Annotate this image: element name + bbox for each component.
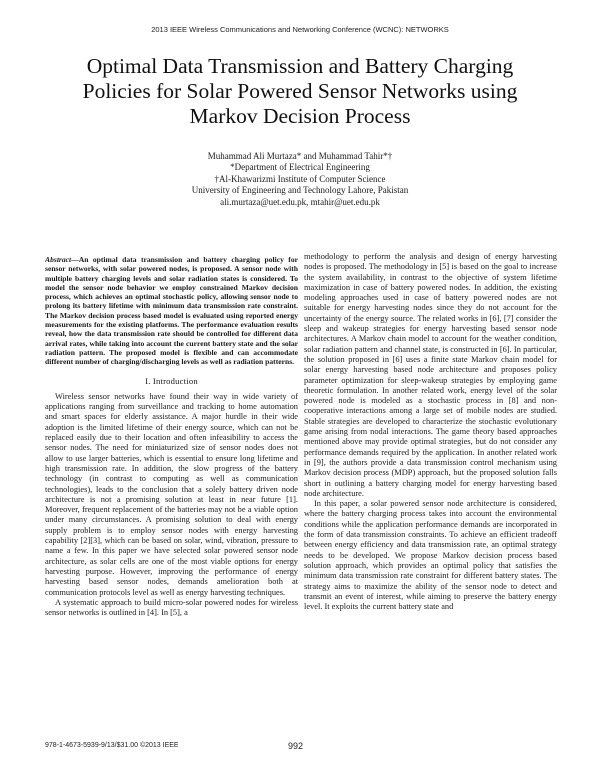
affiliation-3: University of Engineering and Technology Lahore, Pakistan [191, 185, 409, 196]
page-number: 992 [288, 741, 304, 751]
title-line-2: Policies for Solar Powered Sensor Networks using [82, 79, 518, 103]
abstract-text: —An optimal data transmission and battery charging policy for sensor networks, with solar powered nodes, is proposed. A sensor node with multiple battery charging levels and solar radiation states is considered. To model the sensor node behavior we employ constrained Markov decision process, which achieves an optimal stochastic policy, allowing sensor node to prolong its battery lifetime with minimum data transmission rate constraint. The Markov decision process based model is evaluated using reported energy measurements for the existing platforms. The performance evaluation results reveal, how the data transmission rate should be controlled for different data arrival rates, while taking into account the current battery state and the solar radiation pattern. The proposed model is flexible and can accommodate different number of charging/discharging levels as well as radiation patterns. [45, 255, 298, 367]
intro-paragraph-2: A systematic approach to build micro-solar powered nodes for wireless sensor networks is outlined in [4]. In [5], a [45, 597, 298, 618]
intro-paragraph-4: In this paper, a solar powered sensor node architecture is considered, where the battery charging process takes into account the environmental conditions while the application performance demands are incorporated in the form of data transmission constraints. To achieve an efficient tradeoff between energy efficiency and data transmission rate, an optimal strategy needs to be developed. We propose Markov decision process based solution approach, which provides an optimal policy that satisfies the minimum data transmission rate constraint for different battery states. The strategy aims to maximize the ability of the sensor node to detect and transmit an event of interest, while aiming to preserve the battery energy level. It exploits the current battery state and [304, 499, 557, 612]
affiliation-2: †Al-Khawarizmi Institute of Computer Science [214, 173, 386, 184]
author-emails: ali.murtaza@uet.edu.pk, mtahir@uet.edu.pk [220, 196, 380, 207]
title-line-3: Markov Decision Process [189, 104, 411, 128]
author-names: Muhammad Ali Murtaza* and Muhammad Tahir*† [207, 151, 393, 161]
paper-title [40, 54, 560, 129]
section-heading-introduction: I. Introduction [145, 375, 198, 386]
footer-isbn: 978-1-4673-5939-9/13/$31.00 ©2013 IEEE [45, 742, 179, 749]
abstract-label: Abstract [45, 255, 72, 264]
left-column [45, 255, 298, 618]
abstract [45, 255, 298, 367]
intro-paragraph-3: methodology to perform the analysis and design of energy harvesting nodes is proposed. The methodology in [5] is based on the goal to increase the system availability, in contrast to the objective of system lifetime maximization in case of battery powered nodes. In addition, the existing modeling approaches used in case of battery powered nodes are not suitable for energy harvesting nodes since they do not account for the uncertainty of the energy source. The related works in [6], [7] consider the sleep and wakeup strategies for energy harvesting based sensor node architectures. A Markov chain model to account for the weather condition, solar radiation pattern and channel state, is constructed in [6]. In particular, the solution proposed in [6] uses a finite state Markov chain model for solar energy harvesting based node architecture and proposes policy parameter optimization for sleep-wakeup strategies by employing game theoretic formulation. In another related work, energy level of the solar powered node is modeled as a stochastic process in [8] and non-cooperative interactions among a large set of mobile nodes are studied. Stable strategies are developed to characterize the stochastic evolutionary game arising from nodal interactions. The game theory based approaches mentioned above may provide optimal strategies, but do not consider any performance demands required by the application. In another related work in [9], the authors provide a data transmission control mechanism using Markov decision process (MDP) approach, but the proposed solution falls short in outlining a battery charging model for energy harvesting based node architecture. [304, 252, 557, 498]
author-block [120, 151, 480, 208]
intro-paragraph-1: Wireless sensor networks have found their way in wide variety of applications ranging from surveillance and tracking to home automation and smart spaces for elderly assistance. A major hurdle in their wide adoption is the limited lifetime of their energy source, which can not be replaced easily due to their location and often infeasibility to access the sensor nodes. The need for miniaturized size of sensor nodes does not allow to use larger batteries, which is essential to ensure long lifetime and high transmission rate. In addition, the slow progress of the battery technology (in contrast to computing as well as communication technologies), leads to the conclusion that a solely battery driven node architecture is not a promising solution at least in near future [1]. Moreover, frequent replacement of the batteries may not be a viable option under many circumstances. A promising solution to deal with energy supply problem is to employ sensor nodes with energy harvesting capability [2][3], which can be based on solar, wind, vibration, pressure to name a few. In this paper we have selected solar powered sensor node architecture, as solar cells are one of the most viable options for energy harvesting purpose. However, improving the performance of energy harvesting based sensor nodes, demands amelioration both at communication protocols level as well as energy harvesting techniques. [45, 391, 298, 597]
title-line-1: Optimal Data Transmission and Battery Charging [86, 54, 514, 78]
right-column [304, 252, 557, 612]
affiliation-1: *Department of Electrical Engineering [230, 162, 370, 173]
conference-header: 2013 IEEE Wireless Communications and Networking Conference (WCNC): NETWORKS [151, 25, 449, 34]
